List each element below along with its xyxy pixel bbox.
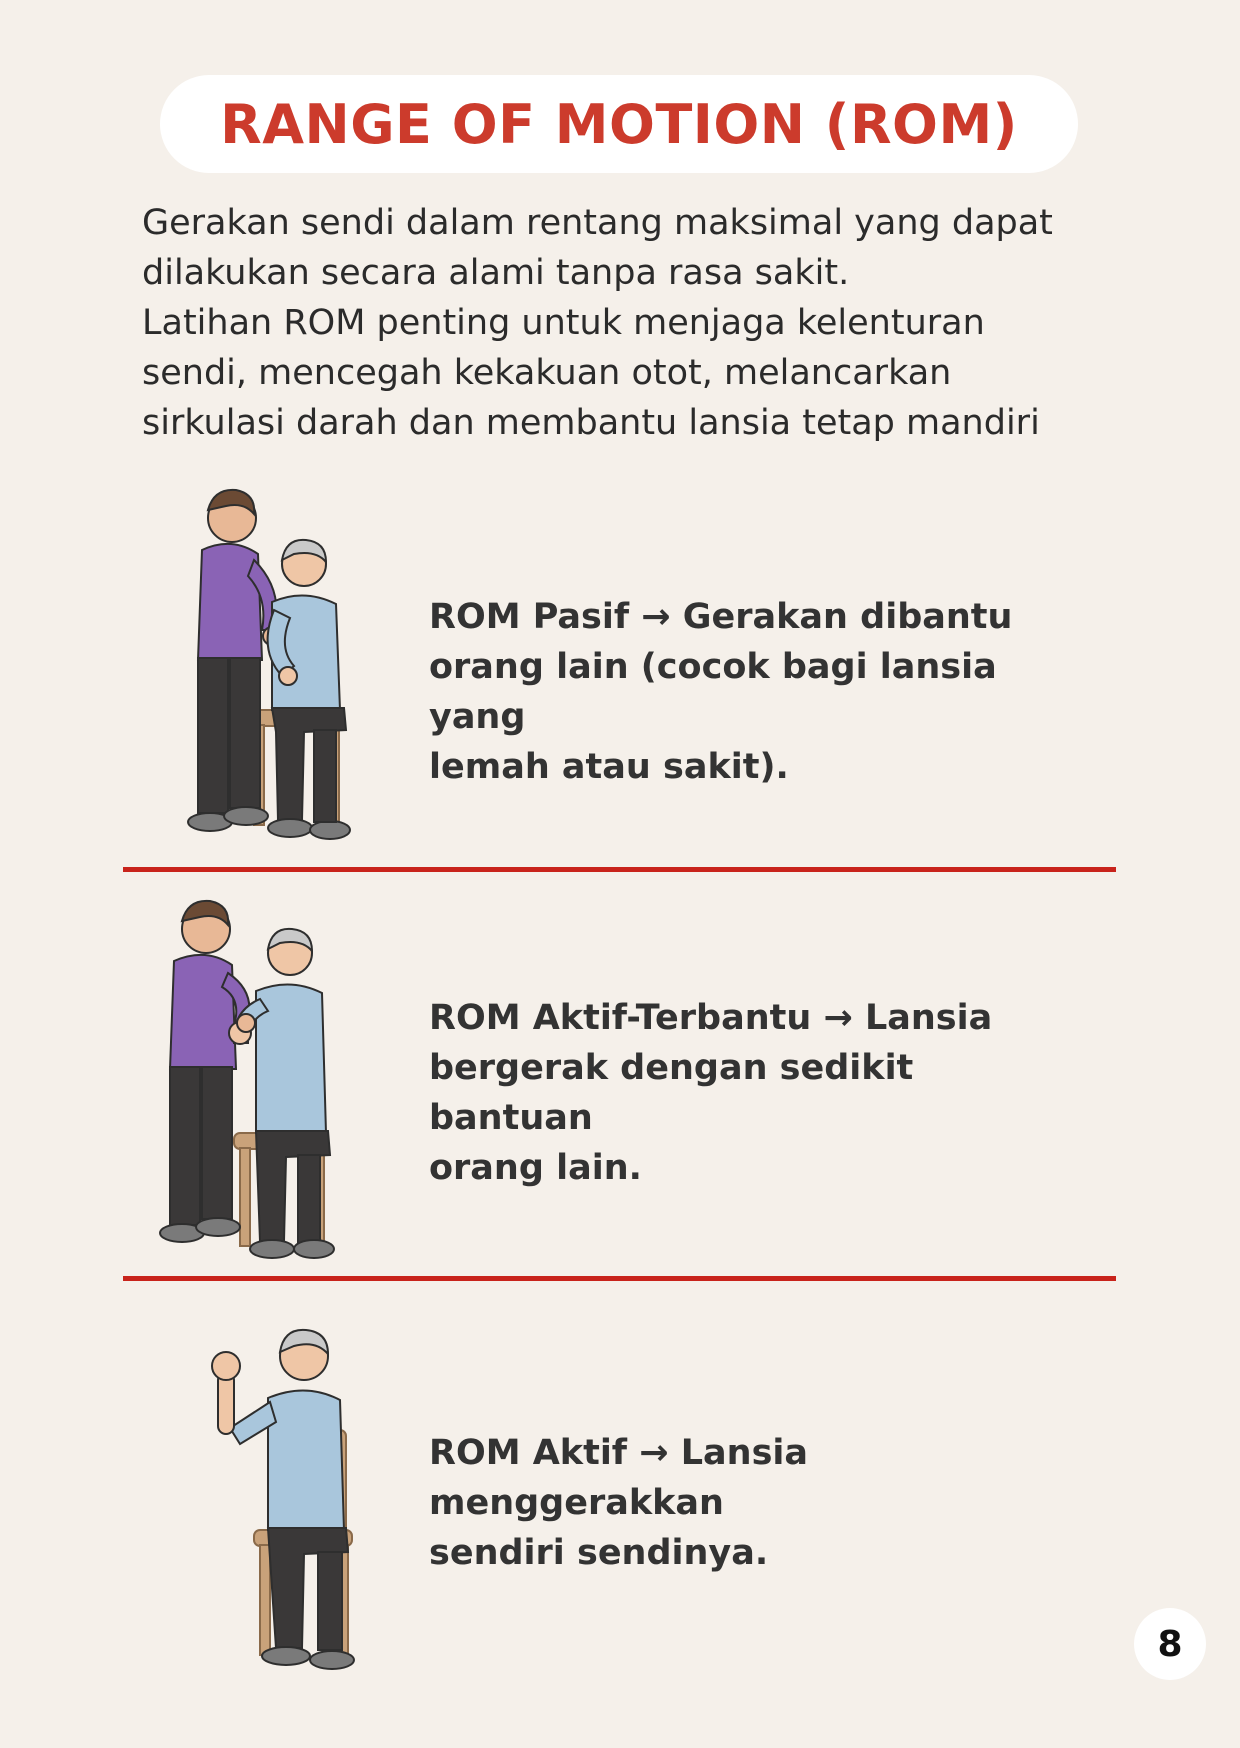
rom-aktif-terbantu-line: orang lain. — [429, 1148, 642, 1188]
rom-aktif-section — [124, 1310, 1116, 1690]
page-title: RANGE OF MOTION (ROM) — [220, 92, 1018, 156]
title-pill — [160, 75, 1078, 173]
section-divider — [123, 1276, 1116, 1281]
elder-raising-arm-illustration — [164, 1310, 404, 1690]
intro-line: sendi, mencegah kekakuan otot, melancarkan — [142, 353, 952, 393]
intro-line: Gerakan sendi dalam rentang maksimal yang dapat — [142, 203, 1053, 243]
rom-aktif-terbantu-line: bergerak dengan sedikit bantuan — [429, 1048, 914, 1138]
intro-paragraph — [142, 198, 1102, 448]
intro-line: sirkulasi darah dan membantu lansia tetap mandiri — [142, 403, 1040, 443]
rom-pasif-line: orang lain (cocok bagi lansia yang — [429, 647, 997, 737]
rom-pasif-line: lemah atau sakit). — [429, 747, 789, 787]
rom-pasif-section — [124, 480, 1116, 860]
page-number: 8 — [1134, 1608, 1206, 1680]
rom-aktif-terbantu-section — [124, 893, 1116, 1273]
rom-pasif-description — [429, 592, 1089, 792]
rom-aktif-terbantu-description — [429, 993, 1089, 1193]
caregiver-helping-elder-illustration — [154, 480, 394, 860]
section-divider — [123, 867, 1116, 872]
intro-line: dilakukan secara alami tanpa rasa sakit. — [142, 253, 850, 293]
rom-pasif-line: ROM Pasif → Gerakan dibantu — [429, 597, 1013, 637]
rom-aktif-line: ROM Aktif → Lansia menggerakkan — [429, 1433, 809, 1523]
rom-aktif-description — [429, 1428, 1089, 1578]
caregiver-assisting-elder-illustration — [134, 893, 374, 1273]
rom-aktif-terbantu-line: ROM Aktif-Terbantu → Lansia — [429, 998, 993, 1038]
intro-line: Latihan ROM penting untuk menjaga kelenturan — [142, 303, 985, 343]
rom-aktif-line: sendiri sendinya. — [429, 1533, 769, 1573]
